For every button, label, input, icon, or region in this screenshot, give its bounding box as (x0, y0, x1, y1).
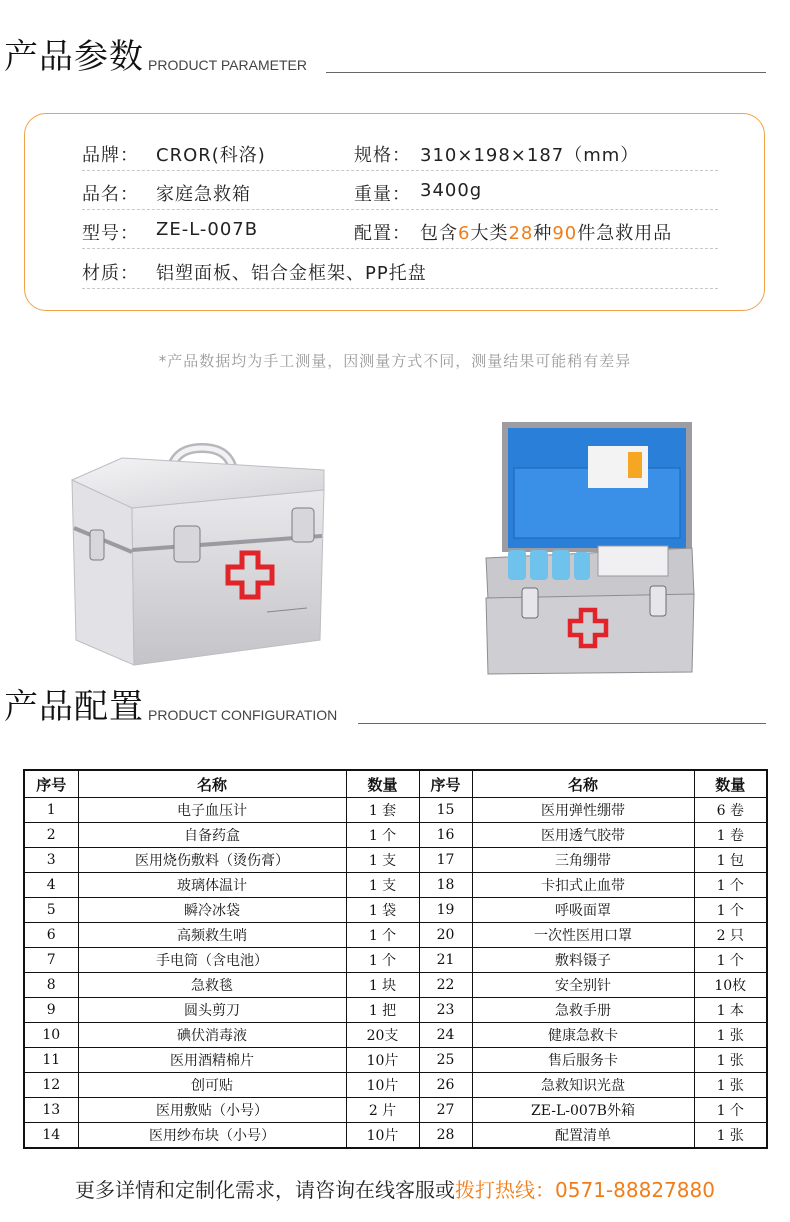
table-row (24, 1098, 767, 1123)
brand-label: 品牌： (82, 145, 139, 166)
row-index: 16 (419, 823, 472, 848)
config-text-1: 包含 (420, 223, 458, 244)
item-quantity: 1 套 (346, 798, 419, 823)
item-quantity: 20支 (346, 1023, 419, 1048)
item-name: 急救知识光盘 (472, 1073, 694, 1098)
item-quantity: 1 个 (346, 948, 419, 973)
item-name: 自备药盒 (78, 823, 346, 848)
table-row (24, 948, 767, 973)
item-name: 一次性医用口罩 (472, 923, 694, 948)
brand-value: CROR(科洛) (156, 145, 266, 166)
param-row-4 (82, 250, 718, 289)
footer-text: 更多详情和定制化需求，请咨询在线客服或 (75, 1178, 456, 1202)
config-text-4: 件急救用品 (577, 223, 673, 244)
item-quantity: 10片 (346, 1048, 419, 1073)
row-index: 14 (24, 1123, 78, 1149)
item-name: 售后服务卡 (472, 1048, 694, 1073)
item-quantity: 1 把 (346, 998, 419, 1023)
config-text-2: 大类 (470, 223, 509, 244)
table-row (24, 848, 767, 873)
item-name: 医用酒精棉片 (78, 1048, 346, 1073)
row-index: 3 (24, 848, 78, 873)
header-index: 序号 (419, 770, 472, 798)
item-quantity: 2 只 (694, 923, 767, 948)
config-text-3: 种 (533, 223, 553, 244)
item-quantity: 1 个 (694, 873, 767, 898)
item-name: 安全别针 (472, 973, 694, 998)
item-name: 创可贴 (78, 1073, 346, 1098)
header-name: 名称 (78, 770, 346, 798)
item-quantity: 1 张 (694, 1123, 767, 1149)
row-index: 7 (24, 948, 78, 973)
parameter-box (24, 113, 765, 311)
table-row (24, 1073, 767, 1098)
item-quantity: 1 张 (694, 1048, 767, 1073)
param-row-2 (82, 171, 718, 210)
item-name: 医用烧伤敷料（烫伤膏） (78, 848, 346, 873)
row-index: 17 (419, 848, 472, 873)
table-row (24, 1048, 767, 1073)
config-value (420, 219, 672, 245)
item-name: 三角绷带 (472, 848, 694, 873)
item-quantity: 1 包 (694, 848, 767, 873)
item-name: 手电筒（含电池） (78, 948, 346, 973)
weight-label: 重量： (354, 184, 411, 205)
item-quantity: 1 袋 (346, 898, 419, 923)
spec-value: 310×198×187（mm） (420, 145, 640, 166)
item-name: 急救毯 (78, 973, 346, 998)
table-row (24, 923, 767, 948)
item-quantity: 1 张 (694, 1073, 767, 1098)
footer-contact (0, 1174, 790, 1203)
table-row (24, 898, 767, 923)
row-index: 12 (24, 1073, 78, 1098)
table-row (24, 998, 767, 1023)
closed-case-photo (62, 440, 337, 670)
item-quantity: 10片 (346, 1073, 419, 1098)
config-label: 配置： (354, 223, 411, 244)
table-row (24, 1123, 767, 1149)
divider-line (326, 72, 766, 73)
name-label: 品名： (82, 184, 139, 205)
section-title: 产品参数 (4, 37, 144, 77)
item-quantity: 1 个 (694, 1098, 767, 1123)
param-row-1 (82, 132, 718, 171)
row-index: 8 (24, 973, 78, 998)
row-index: 10 (24, 1023, 78, 1048)
item-quantity: 10枚 (694, 973, 767, 998)
config-number-categories: 6 (458, 223, 471, 244)
row-index: 2 (24, 823, 78, 848)
row-index: 15 (419, 798, 472, 823)
model-value: ZE-L-007B (156, 219, 259, 240)
item-name: 医用弹性绷带 (472, 798, 694, 823)
row-index: 9 (24, 998, 78, 1023)
configuration-table (23, 769, 768, 1149)
material-label: 材质： (82, 263, 139, 284)
config-number-kinds: 28 (508, 223, 534, 244)
item-name: 卡扣式止血带 (472, 873, 694, 898)
item-name: 碘伏消毒液 (78, 1023, 346, 1048)
item-quantity: 1 本 (694, 998, 767, 1023)
open-case-photo (478, 418, 703, 676)
section-subtitle: PRODUCT PARAMETER (148, 57, 307, 73)
row-index: 5 (24, 898, 78, 923)
row-index: 19 (419, 898, 472, 923)
row-index: 11 (24, 1048, 78, 1073)
item-quantity: 1 个 (346, 823, 419, 848)
row-index: 27 (419, 1098, 472, 1123)
row-index: 23 (419, 998, 472, 1023)
item-name: 急救手册 (472, 998, 694, 1023)
row-index: 28 (419, 1123, 472, 1149)
header-quantity: 数量 (346, 770, 419, 798)
row-index: 1 (24, 798, 78, 823)
name-value: 家庭急救箱 (156, 184, 251, 205)
item-quantity: 1 支 (346, 848, 419, 873)
row-index: 24 (419, 1023, 472, 1048)
item-name: ZE-L-007B外箱 (472, 1098, 694, 1123)
item-quantity: 1 个 (694, 898, 767, 923)
table-row (24, 823, 767, 848)
table-row (24, 973, 767, 998)
item-name: 健康急救卡 (472, 1023, 694, 1048)
measurement-note: *产品数据均为手工测量，因测量方式不同，测量结果可能稍有差异 (158, 352, 632, 370)
config-number-pieces: 90 (552, 223, 578, 244)
item-name: 圆头剪刀 (78, 998, 346, 1023)
table-header-row (24, 770, 767, 798)
item-name: 敷料镊子 (472, 948, 694, 973)
item-name: 电子血压计 (78, 798, 346, 823)
row-index: 6 (24, 923, 78, 948)
table-row (24, 798, 767, 823)
item-name: 医用透气胶带 (472, 823, 694, 848)
section-title: 产品配置 (4, 687, 144, 727)
item-name: 呼吸面罩 (472, 898, 694, 923)
row-index: 18 (419, 873, 472, 898)
weight-value: 3400g (420, 180, 483, 201)
item-quantity: 10片 (346, 1123, 419, 1149)
material-value: 铝塑面板、铝合金框架、PP托盘 (156, 263, 427, 284)
item-quantity: 6 卷 (694, 798, 767, 823)
hotline: 拨打热线：0571-88827880 (455, 1178, 715, 1202)
section-header-configuration (4, 687, 338, 727)
table-row (24, 1023, 767, 1048)
item-name: 医用敷贴（小号） (78, 1098, 346, 1123)
header-name: 名称 (472, 770, 694, 798)
item-quantity: 1 块 (346, 973, 419, 998)
spec-label: 规格： (354, 145, 411, 166)
item-name: 玻璃体温计 (78, 873, 346, 898)
item-quantity: 1 卷 (694, 823, 767, 848)
item-name: 瞬冷冰袋 (78, 898, 346, 923)
row-index: 25 (419, 1048, 472, 1073)
item-quantity: 2 片 (346, 1098, 419, 1123)
row-index: 13 (24, 1098, 78, 1123)
section-header-parameter (4, 37, 307, 77)
header-quantity: 数量 (694, 770, 767, 798)
section-subtitle: PRODUCT CONFIGURATION (148, 707, 338, 723)
item-quantity: 1 个 (346, 923, 419, 948)
divider-line (358, 723, 766, 724)
row-index: 21 (419, 948, 472, 973)
param-row-3 (82, 210, 718, 249)
row-index: 26 (419, 1073, 472, 1098)
item-name: 高频救生哨 (78, 923, 346, 948)
item-quantity: 1 个 (694, 948, 767, 973)
row-index: 20 (419, 923, 472, 948)
table-row (24, 873, 767, 898)
row-index: 4 (24, 873, 78, 898)
model-label: 型号： (82, 223, 139, 244)
item-name: 配置清单 (472, 1123, 694, 1149)
row-index: 22 (419, 973, 472, 998)
item-name: 医用纱布块（小号） (78, 1123, 346, 1149)
item-quantity: 1 支 (346, 873, 419, 898)
item-quantity: 1 张 (694, 1023, 767, 1048)
header-index: 序号 (24, 770, 78, 798)
